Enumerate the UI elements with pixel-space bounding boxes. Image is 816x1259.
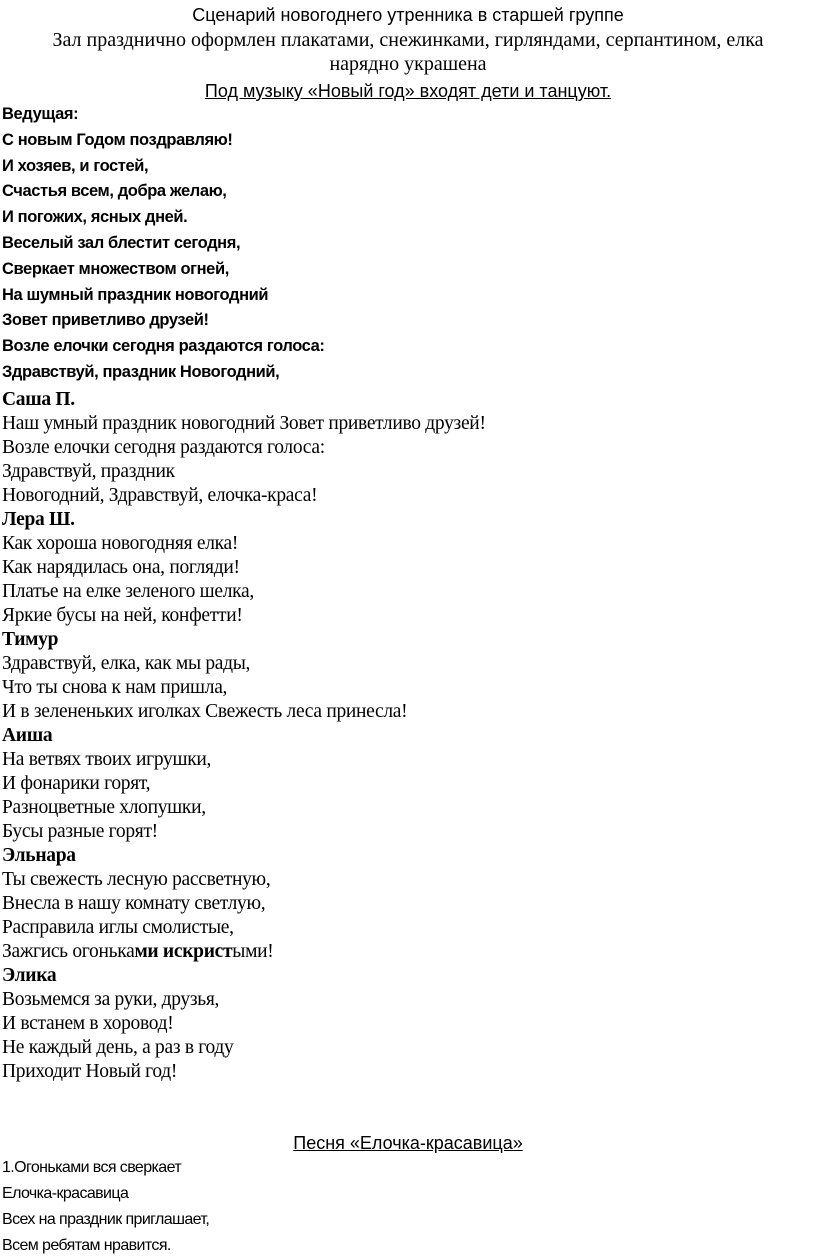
verse-line: И погожих, ясных дней. [2,208,188,227]
song-lyrics [2,1155,209,1259]
speaker-elnara: Эльнара [2,845,76,866]
speaker-timur: Тимур [2,629,59,650]
speaker-sasha: Саша П. [2,389,75,410]
verse-line: Веселый зал блестит сегодня, [2,233,241,252]
scene-description-line-1: Зал празднично оформлен плакатами, снежинками, гирляндами, серпантином, елка [52,29,764,51]
children-verses [2,388,486,1084]
verse-line: Приходит Новый год! [2,1061,178,1082]
verse-line: И фонарики горят, [2,773,151,794]
verse-line-mixed [2,940,486,964]
verse-fragment: Зажгись огонька [2,941,135,962]
verse-line: Наш умный праздник новогодний Зовет приветливо друзей! [2,413,486,434]
verse-line: И встанем в хоровод! [2,1013,174,1034]
song-title: Песня «Елочка-красавица» [293,1133,523,1153]
verse-line: Счастья всем, добра желаю, [2,182,227,201]
verse-line: Новогодний, Здравствуй, елочка-краса! [2,485,318,506]
verse-line: Здравствуй, праздник Новогодний, [2,362,280,381]
verse-line: И в зелененьких иголках Свежесть леса принесла! [2,701,408,722]
verse-line: С новым Годом поздравляю! [2,130,233,149]
verse-line: Не каждый день, а раз в году [2,1037,234,1058]
verse-line: Платье на елке зеленого шелка, [2,581,254,602]
verse-fragment: ыми! [232,941,274,962]
verse-line: Здравствуй, праздник [2,461,175,482]
verse-line: Что ты снова к нам пришла, [2,677,228,698]
lyric-line: 1.Огоньками вся сверкает [2,1159,182,1176]
verse-line: Разноцветные хлопушки, [2,797,206,818]
speaker-host: Ведущая: [2,105,79,123]
speaker-elika: Элика [2,965,57,986]
verse-fragment-bold: ми искрист [134,941,233,962]
verse-line: Бусы разные горят! [2,821,158,842]
verse-line: Внесла в нашу комнату светлую, [2,893,266,914]
verse-line: Зовет приветливо друзей! [2,311,209,330]
verse-line: Сверкает множеством огней, [2,259,229,278]
scene-description [0,28,816,76]
verse-line: Как хороша новогодняя елка! [2,533,239,554]
lyric-line: Всех на праздник приглашает, [2,1211,210,1228]
verse-line: Возьмемся за руки, друзья, [2,989,220,1010]
verse-line: Ты свежесть лесную рассветную, [2,869,271,890]
verse-line: Здравствуй, елка, как мы рады, [2,653,251,674]
lyric-line: Всем ребятам нравится. [2,1237,171,1254]
verse-line: Расправила иглы смолистые, [2,917,234,938]
verse-line: И хозяев, и гостей, [2,156,149,175]
verse-line: На шумный праздник новогодний [2,285,269,304]
speaker-aisha: Аиша [2,725,53,746]
verse-line: Возле елочки сегодня раздаются голоса: [2,337,325,356]
verse-line: Яркие бусы на ней, конфетти! [2,605,243,626]
scene-description-line-2: нарядно украшена [329,53,487,75]
verse-line: Как нарядилась она, погляди! [2,557,240,578]
lyric-line: Елочка-красавица [2,1185,129,1202]
intro-stage-direction: Под музыку «Новый год» входят дети и танцуют. [204,81,612,101]
host-speech [2,102,325,386]
speaker-lera: Лера Ш. [2,509,75,530]
verse-line: На ветвях твоих игрушки, [2,749,212,770]
verse-line: Возле елочки сегодня раздаются голоса: [2,437,325,458]
document-title: Сценарий новогоднего утренника в старшей группе [192,5,624,25]
